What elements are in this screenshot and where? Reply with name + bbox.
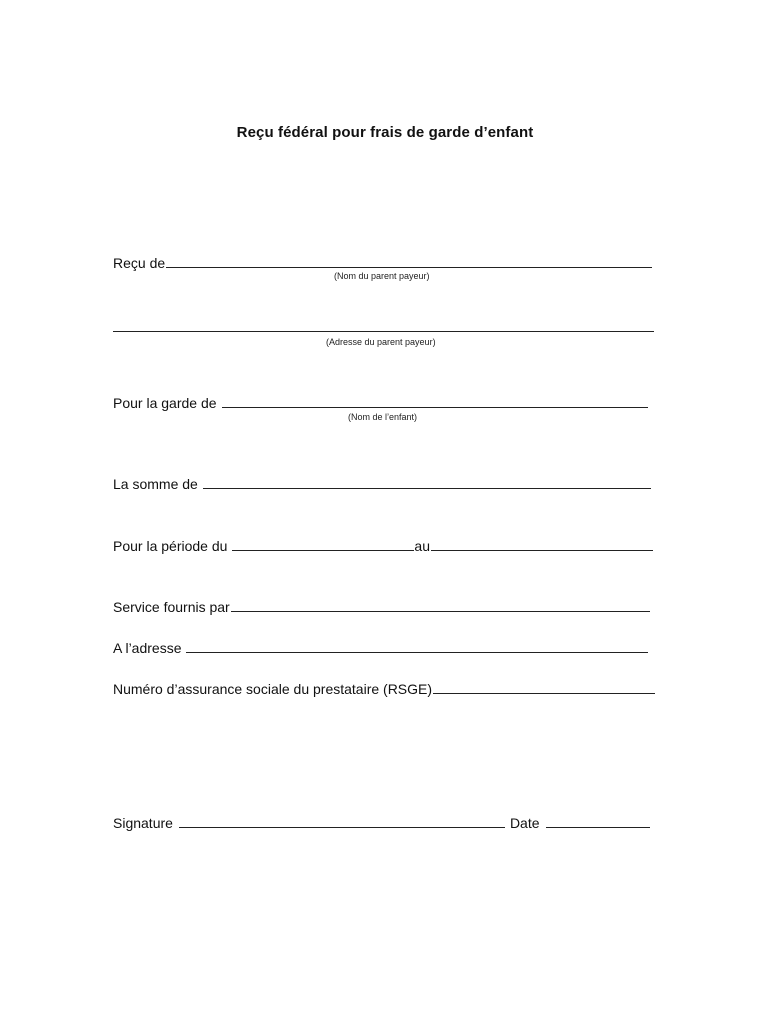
somme-row [113,472,651,492]
somme-label: La somme de [113,476,198,492]
adresse-row [113,636,648,656]
service-label: Service fournis par [113,599,230,615]
periode-au-label: au [414,538,430,554]
period-start-input-line[interactable] [232,550,414,551]
periode-label: Pour la période du [113,538,228,554]
adresse-label: A l’adresse [113,640,182,656]
provider-address-input-line[interactable] [186,652,648,653]
garde-de-label: Pour la garde de [113,395,217,411]
periode-row [113,534,653,554]
nas-row [113,677,655,697]
recu-de-input-line[interactable] [166,267,652,268]
child-name-input-line[interactable] [222,407,648,408]
date-input-line[interactable] [546,827,650,828]
signature-input-line[interactable] [179,827,505,828]
signature-row [113,811,650,831]
provider-input-line[interactable] [231,611,650,612]
parent-address-caption: (Adresse du parent payeur) [326,337,436,347]
nas-label: Numéro d’assurance sociale du prestataire (RSGE) [113,681,433,697]
page-title: Reçu fédéral pour frais de garde d’enfant [236,124,534,141]
child-name-caption: (Nom de l’enfant) [348,412,418,422]
signature-label: Signature [113,815,173,831]
service-row [113,595,650,615]
date-label: Date [509,815,540,831]
amount-input-line[interactable] [203,488,651,489]
sin-input-line[interactable] [433,693,655,694]
garde-de-row [113,391,648,411]
recu-de-label: Reçu de [113,255,166,271]
parent-address-input-line[interactable] [113,331,654,332]
parent-name-caption: (Nom du parent payeur) [334,271,430,281]
period-end-input-line[interactable] [431,550,653,551]
recu-de-row [113,251,652,271]
